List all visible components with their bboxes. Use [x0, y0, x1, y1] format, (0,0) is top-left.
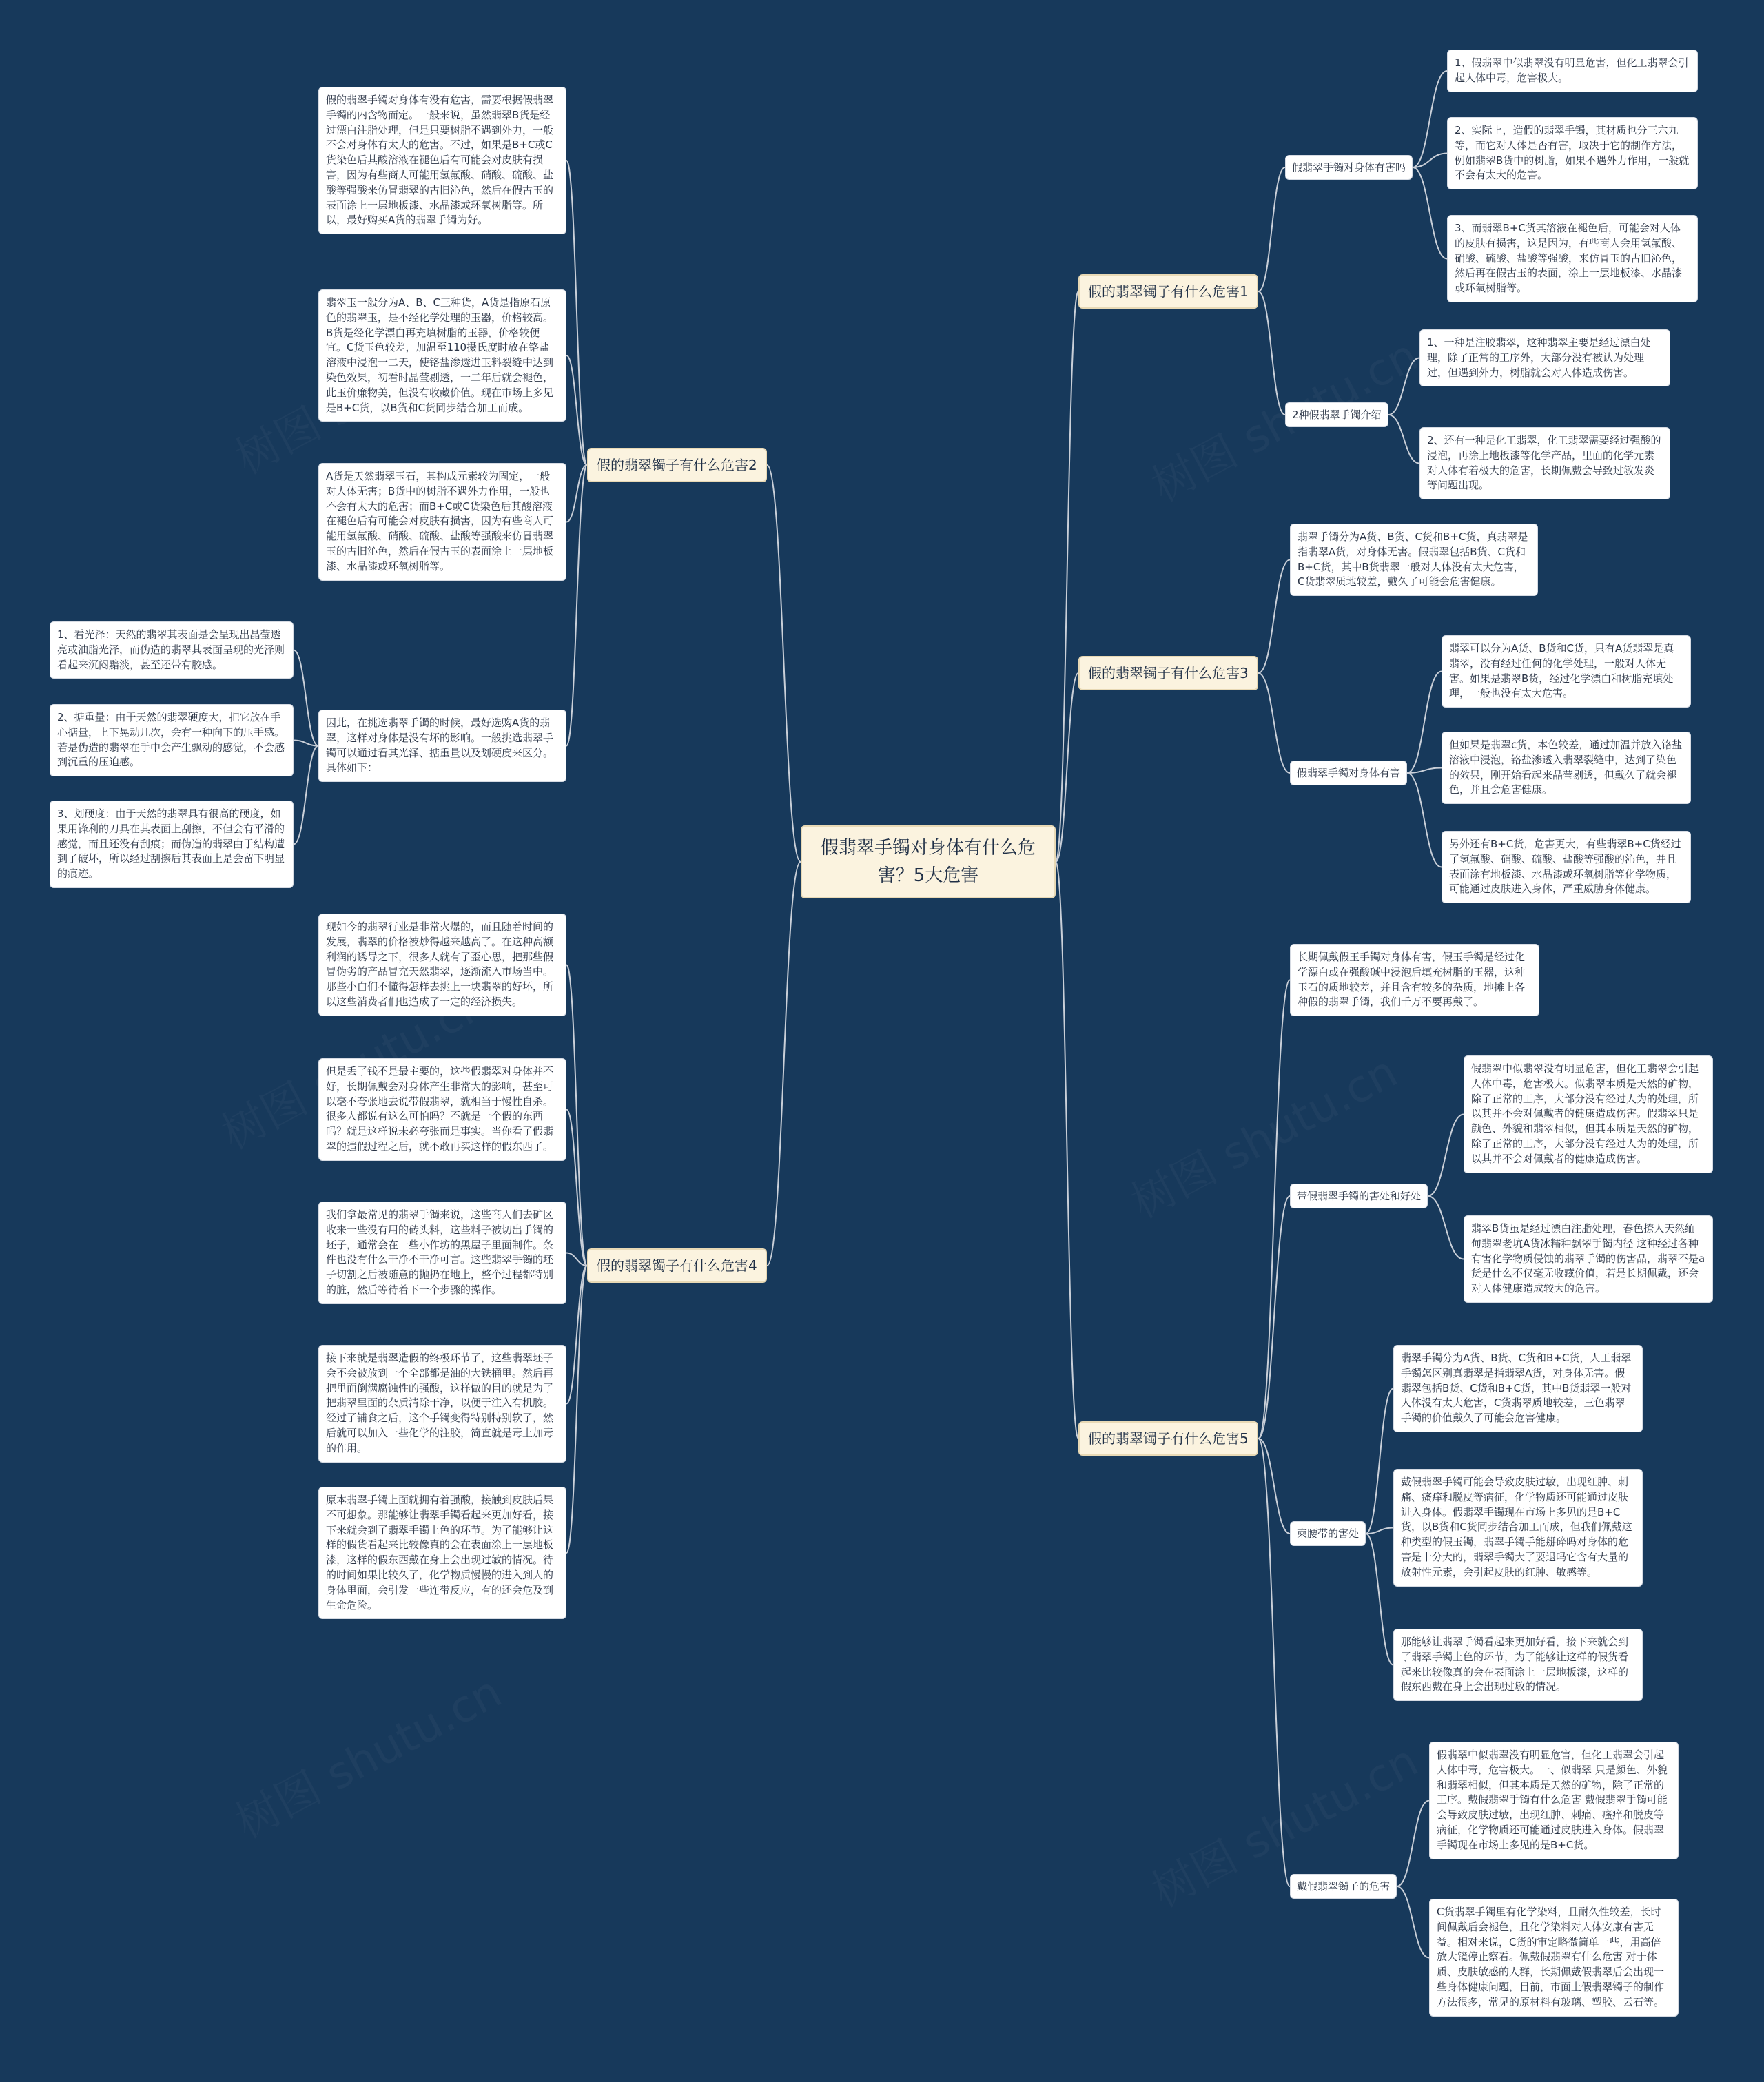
leaf-note: 翡翠B货虽是经过漂白注脂处理，春色撩人天然缅甸翡翠老坑A货冰糯种飘翠手镯内径 这种经过各种有害化学物质侵蚀的翡翠手镯的伤害品，翡翠不是a货是什么不仅毫无收藏价值，若是长期佩戴，还会对人体健康造成较大的危害。 — [1464, 1215, 1713, 1303]
connector-line — [294, 746, 318, 845]
connector-line — [767, 862, 801, 1266]
sub-topic-label: 柬腰带的害处 — [1297, 1527, 1360, 1540]
branch-label: 假的翡翠镯子有什么危害2 — [597, 457, 757, 473]
connector-line — [1428, 1115, 1464, 1197]
connector-line — [1413, 167, 1447, 259]
leaf-note: 翡翠手镯分为A货、B货、C货和B+C货，真翡翠是指翡翠A货，对身体无害。假翡翠包括B货、C货和B+C货，其中B货翡翠一般对人体没有太大危害，C货翡翠质地较差，戴久了可能会危害健康。 — [1290, 524, 1538, 596]
leaf-note: 原本翡翠手镯上面就拥有着强酸，接触到皮肤后果不可想象。那能够让翡翠手镯看起来更加好看，接下来就会到了翡翠手镯上色的环节。为了能够让这样的假货看起来比较像真的会在表面涂上一层地板漆，这样的假东西戴在身上会出现过敏的情况。待的时间如果比较久了，化学物质慢慢的进入到人的身体里面，会引发一些连带反应，有的还会危及到生命危险。 — [318, 1487, 566, 1619]
connector-line — [294, 650, 318, 746]
connector-line — [566, 1266, 587, 1553]
connector-line — [566, 355, 587, 465]
connector-line — [1258, 291, 1285, 415]
sub-topic-label: 2种假翡翠手镯介绍 — [1292, 409, 1382, 421]
connector-line — [1428, 1196, 1464, 1259]
sub-topic-is-fake-bangle-harmful[interactable] — [1285, 155, 1413, 180]
leaf-note: 因此，在挑选翡翠手镯的时候，最好选购A货的翡翠，这样对身体是没有坏的影响。一般挑选翡翠手镯可以通过看其光泽、掂重量以及划硬度来区分。具体如下： — [318, 710, 566, 782]
leaf-note: 2、还有一种是化工翡翠，化工翡翠需要经过强酸的浸泡，再涂上地板漆等化学产品，里面的化学元素对人体有着极大的危害，长期佩戴会导致过敏发炎等问题出现。 — [1419, 427, 1670, 499]
connector-line — [1258, 560, 1290, 674]
sub-topic-label: 假翡翠手镯对身体有害吗 — [1292, 161, 1406, 174]
leaf-note: 长期佩戴假玉手镯对身体有害，假玉手镯是经过化学漂白或在强酸碱中浸泡后填充树脂的玉器，这种玉石的质地较差，并且含有较多的杂质，地摊上各种假的翡翠手镯，我们千万不要再戴了。 — [1290, 944, 1539, 1016]
connector-line — [767, 465, 801, 862]
root-topic[interactable] — [801, 825, 1056, 898]
root-topic-label: 假翡翠手镯对身体有什么危害？5大危害 — [820, 838, 1036, 886]
leaf-note: 1、一种是注胶翡翠，这种翡翠主要是经过漂白处理，除了正常的工序外，大部分没有被认为处理过，但遇到外力，树脂就会对人体造成伤害。 — [1419, 329, 1670, 386]
connector-line — [1397, 1801, 1429, 1887]
connector-line — [1388, 358, 1419, 415]
leaf-note: 假翡翠中似翡翠没有明显危害，但化工翡翠会引起人体中毒，危害极大。一、似翡翠 只是颜色、外貌和翡翠相似，但其本质是天然的矿物，除了正常的工序。戴假翡翠手镯有什么危害 戴假翡翠手镯可能会导致皮肤过敏，出现红肿、刺痛、瘙痒和脱皮等病征，化学物质还可能通过皮肤进入身体。假翡翠手镯现在市场上多见的是B+C货。 — [1429, 1742, 1679, 1859]
leaf-note: 接下来就是翡翠造假的终极环节了，这些翡翠坯子会不会被放到一个全部都是油的大铁桶里。然后再把里面倒满腐蚀性的强酸，这样做的目的就是为了把翡翠里面的杂质清除干净，以便于注入有机胶。经过了铺食之后，这个手镯变得特别特别软了，然后就可以加入一些化学的注胶，简直就是毒上加毒的作用。 — [318, 1345, 566, 1463]
sub-topic-wearing-fake-harm[interactable] — [1290, 1874, 1397, 1899]
leaf-note: 另外还有B+C货，危害更大，有些翡翠B+C货经过了氢氟酸、硝酸、硫酸、盐酸等强酸的沁色，并且表面涂有地板漆、水晶漆或环氧树脂等化学物质，可能通过皮肤进入身体，严重威胁身体健康。 — [1442, 831, 1691, 903]
branch-harm-2[interactable] — [587, 448, 767, 482]
connector-line — [1397, 1886, 1429, 1958]
connector-line — [1366, 1389, 1393, 1534]
branch-label: 假的翡翠镯子有什么危害3 — [1088, 665, 1249, 681]
sub-topic-label: 假翡翠手镯对身体有害 — [1297, 767, 1401, 779]
leaf-note: 翡翠玉一般分为A、B、C三种货，A货是指原石原色的翡翠玉，是不经化学处理的玉器，价格较高。B货是经化学漂白再充填树脂的玉器，价格较便宜。C货玉色较差，加温至110摄氏度时放在铬盐溶液中浸泡一二天，使铬盐渗透进玉料裂缝中达到染色效果，初看时晶莹剔透，一二年后就会褪色，此玉价廉物美，但没有收藏价值。现在市场上多见是B+C货，以B货和C货同步结合加工而成。 — [318, 289, 566, 422]
leaf-note: 那能够让翡翠手镯看起来更加好看，接下来就会到了翡翠手镯上色的环节，为了能够让这样的假货看起来比较像真的会在表面涂上一层地板漆，这样的假东西戴在身上会出现过敏的情况。 — [1393, 1629, 1643, 1701]
sub-topic-pros-cons[interactable] — [1290, 1184, 1428, 1208]
connector-line — [1407, 773, 1442, 867]
branch-harm-4[interactable] — [587, 1248, 767, 1283]
branch-label: 假的翡翠镯子有什么危害4 — [597, 1257, 757, 1274]
branch-harm-1[interactable] — [1078, 274, 1258, 309]
connector-line — [1258, 1196, 1290, 1439]
leaf-note: 2、实际上，造假的翡翠手镯，其材质也分三六九等，而它对人体是否有害，取决于它的制作方法，例如翡翠B货中的树脂，如果不遇外力作用，一般就不会有太大的危害。 — [1447, 117, 1698, 189]
connector-line — [1413, 154, 1447, 168]
sub-topic-label: 戴假翡翠镯子的危害 — [1297, 1880, 1391, 1893]
leaf-note: 1、假翡翠中似翡翠没有明显危害，但化工翡翠会引起人体中毒，危害极大。 — [1447, 50, 1698, 92]
leaf-note: 现如今的翡翠行业是非常火爆的，而且随着时间的发展，翡翠的价格被炒得越来越高了。在这种高额利润的诱导之下，很多人就有了歪心思，把那些假冒伪劣的产品冒充天然翡翠，逐渐流入市场当中。那些小白们不懂得怎样去挑上一块翡翠的好坏，所以这些消费者们也造成了一定的经济损失。 — [318, 914, 566, 1016]
connector-line — [1413, 71, 1447, 167]
leaf-note: C货翡翠手镯里有化学染料，且耐久性较差，长时间佩戴后会褪色，且化学染料对人体安康有害无益。相对来说，C货的审定略微简单一些，用高倍放大镜停止察看。佩戴假翡翠有什么危害 对于体质、皮肤敏感的人群，长期佩戴假翡翠后会出现一些身体健康问题，目前，市面上假翡翠镯子的制作方法很多，常见的原材料有玻璃、塑胶、云石等。 — [1429, 1899, 1679, 2017]
connector-line — [1258, 1439, 1290, 1886]
connector-line — [1258, 673, 1290, 773]
branch-label: 假的翡翠镯子有什么危害1 — [1088, 283, 1249, 300]
leaf-note: 戴假翡翠手镯可能会导致皮肤过敏，出现红肿、刺痛、瘙痒和脱皮等病征，化学物质还可能通过皮肤进入身体。假翡翠手镯现在市场上多见的是B+C货，以B货和C货同步结合加工而成，但我们佩戴这种类型的假玉镯，翡翠手镯手能掰碎吗对身体的危害是十分大的，翡翠手镯大了要退吗它含有大量的放射性元素，会引起皮肤的红肿、敏感等。 — [1393, 1469, 1643, 1587]
leaf-note: 但如果是翡翠c货，本色较差，通过加温并放入铬盐溶液中浸泡，铬盐渗透入翡翠裂缝中，达到了染色的效果，刚开始看起来晶莹剔透，但戴久了就会褪色，并且会危害健康。 — [1442, 732, 1691, 804]
leaf-note: 假的翡翠手镯对身体有没有危害，需要根据假翡翠手镯的内含物而定。一般来说，虽然翡翠B货是经过漂白注脂处理，但是只要树脂不遇到外力，一般不会对身体有太大的危害。不过，如果是B+C或C货染色后其酸溶液在褪色后有可能会对皮肤有损害，因为有些商人可能用氢氟酸、硝酸、硫酸、盐酸等强酸来仿冒翡翠的古旧沁色，然后在假古玉的表面涂上一层地板漆、水晶漆或环氧树脂等。所以，最好购买A货的翡翠手镯为好。 — [318, 87, 566, 234]
connector-line — [566, 465, 587, 746]
leaf-note: 但是丢了钱不是最主要的，这些假翡翠对身体并不好，长期佩戴会对身体产生非常大的影响，甚至可以毫不夸张地去说带假翡翠，就相当于慢性自杀。很多人都说有这么可怕吗？不就是一个假的东西吗？就是这样说未必夸张而是事实。当你看了假翡翠的造假过程之后，就不敢再买这样的假东西了。 — [318, 1058, 566, 1161]
branch-harm-5[interactable] — [1078, 1421, 1258, 1456]
leaf-note: 1、看光泽：天然的翡翠其表面是会呈现出晶莹透亮或油脂光泽，而伪造的翡翠其表面呈现的光泽则看起来沉闷黯淡，甚至还带有胶感。 — [50, 621, 294, 679]
sub-topic-fake-bangle-harmful[interactable] — [1290, 761, 1407, 785]
leaf-note: A货是天然翡翠玉石，其构成元素较为固定，一般对人体无害；B货中的树脂不遇外力作用，一般也不会有太大的危害；而B+C或C货染色后其酸溶液在褪色后有可能会对皮肤有损害，因为有些商人可能用氢氟酸、硝酸、硫酸、盐酸等强酸来仿冒翡翠玉的古旧沁色，然后在假古玉的表面涂上一层地板漆、水晶漆或环氧树脂等。 — [318, 463, 566, 581]
connector-line — [1056, 673, 1078, 862]
connector-line — [566, 1266, 587, 1404]
connector-line — [1388, 415, 1419, 464]
connector-line — [1258, 167, 1285, 291]
leaf-note: 3、而翡翠B+C货其溶液在褪色后，可能会对人体的皮肤有损害，这是因为，有些商人会用氢氟酸、硝酸、硫酸、盐酸等强酸，来仿冒玉的古旧沁色，然后再在假古玉的表面，涂上一层地板漆、水晶漆或环氧树脂等。 — [1447, 215, 1698, 302]
sub-topic-two-fake-types[interactable] — [1285, 402, 1388, 427]
leaf-note: 2、掂重量：由于天然的翡翠硬度大，把它放在手心掂量，上下晃动几次，会有一种向下的压手感。若是伪造的翡翠在手中会产生飘动的感觉，不会感到沉重的压迫感。 — [50, 704, 294, 776]
connector-line — [566, 161, 587, 465]
branch-harm-3[interactable] — [1078, 656, 1258, 690]
leaf-note: 假翡翠中似翡翠没有明显危害，但化工翡翠会引起人体中毒，危害极大。似翡翠本质是天然的矿物，除了正常的工序，大部分没有经过人为的处理，所以其并不会对佩戴者的健康造成伤害。假翡翠只是颜色、外貌和翡翠相似，但其本质是天然的矿物，除了正常的工序，大部分没有经过人为的处理，所以其并不会对佩戴者的健康造成伤害。 — [1464, 1055, 1713, 1173]
leaf-note: 翡翠可以分为A货、B货和C货，只有A货翡翠是真翡翠，没有经过任何的化学处理，一般对人体无害。如果是翡翠B货，经过化学漂白和树脂充填处理，一般也没有太大危害。 — [1442, 635, 1691, 708]
leaf-note: 我们拿最常见的翡翠手镯来说，这些商人们去矿区收来一些没有用的砖头料，这些料子被切出手镯的坯子，通常会在一些小作坊的黑屋子里面制作。条件也没有什么干净不干净可言。这些翡翠手镯的坯子切割之后被随意的抛扔在地上，整个过程都特别的脏，然后等待着下一个步骤的操作。 — [318, 1202, 566, 1304]
leaf-note: 翡翠手镯分为A货、B货、C货和B+C货，人工翡翠手镯怎区别真翡翠是指翡翠A货，对身体无害。假翡翠包括B货、C货和B+C货，其中B货翡翠一般对人体没有太大危害，C货翡翠质地较差，三色翡翠手镯的价值戴久了可能会危害健康。 — [1393, 1345, 1643, 1432]
leaf-note: 3、划硬度：由于天然的翡翠具有很高的硬度，如果用锋利的刀具在其表面上刮擦，不但会有平滑的感觉，而且还没有刮痕；而伪造的翡翠由于结构遭到了破坏，所以经过刮擦后其表面上是会留下明显的痕迹。 — [50, 801, 294, 888]
connector-line — [1366, 1534, 1393, 1665]
connector-line — [1407, 672, 1442, 774]
connector-line — [1056, 862, 1078, 1439]
sub-topic-belt-harm[interactable] — [1290, 1521, 1366, 1546]
connector-line — [1258, 980, 1290, 1439]
branch-label: 假的翡翠镯子有什么危害5 — [1088, 1430, 1249, 1447]
sub-topic-label: 带假翡翠手镯的害处和好处 — [1297, 1190, 1422, 1202]
